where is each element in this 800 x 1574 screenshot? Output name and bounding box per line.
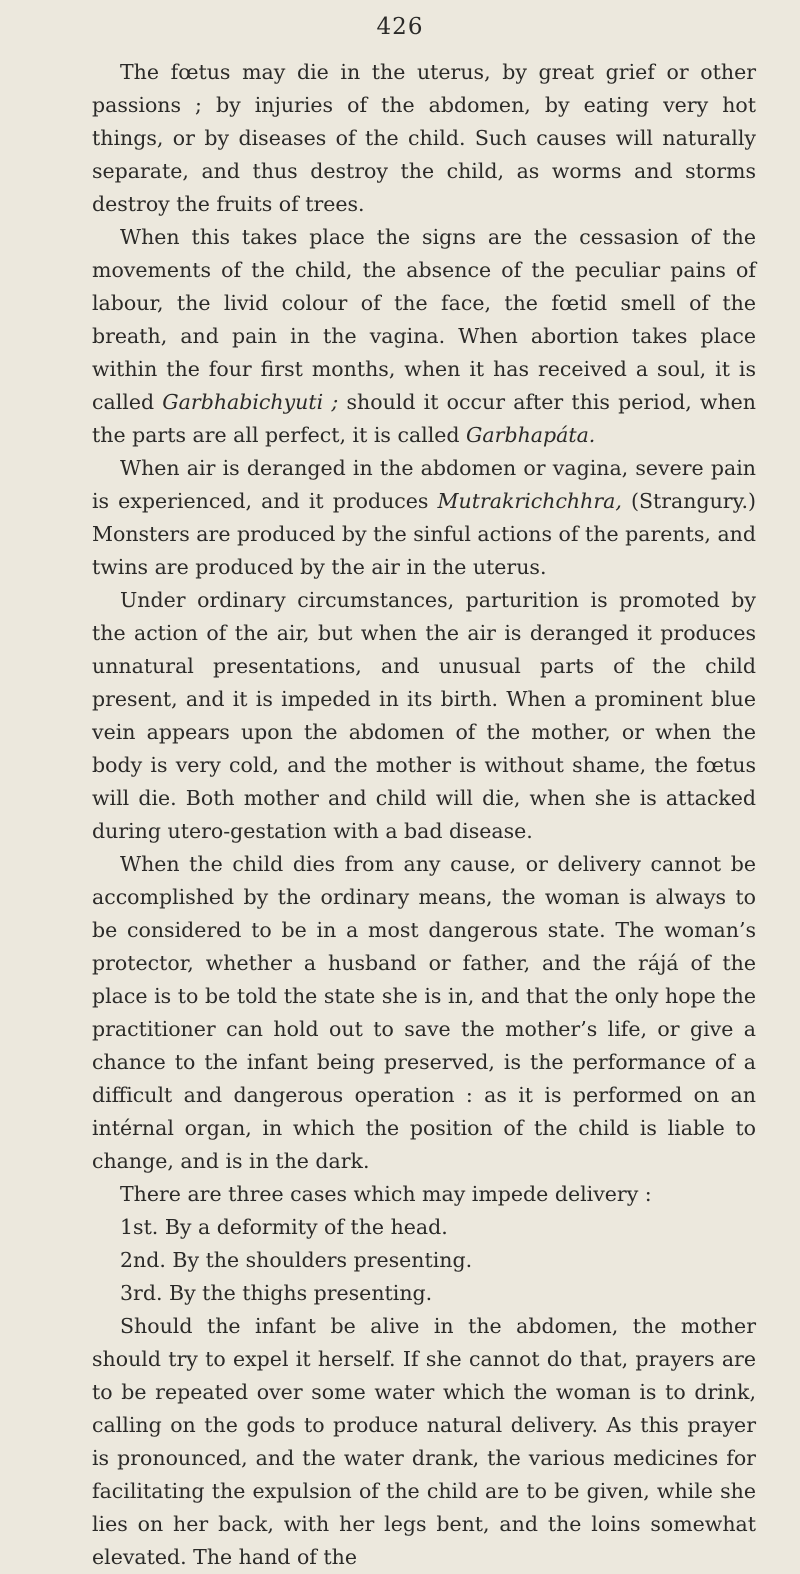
list-item: [92, 1277, 756, 1310]
paragraph: [92, 452, 756, 584]
text-run: Under ordinary circumstances, parturition is promoted by the action of the air, but when the air is deranged it produces unnatural presentations, and unusual parts of the child present, and it is impeded in its birth. When a prominent blue vein appears upon the abdomen of the mother, or when the body is very cold, and the mother is without shame, the fœtus will die. Both mother and child will die, when she is attacked during utero-gestation with a bad disease.: [92, 588, 756, 843]
body-text: [92, 56, 756, 1574]
text-run: When this takes place the signs are the cessasion of the movements of the child, the absence of the peculiar pains of labour, the livid colour of the face, the fœtid smell of the breath, and pain in the vagina. When abortion takes place within the four first months, when it has received a soul, it is called: [92, 225, 756, 414]
text-run: When the child dies from any cause, or delivery cannot be accomplished by the ordinary means, the woman is always to be considered to be in a most dangerous state. The woman’s protector, whether a husband or father, and the rájá of the place is to be told the state she is in, and that the only hope the practitioner can hold out to save the mother’s life, or give a chance to the infant being preserved, is the performance of a difficult and dangerous operation : as it is performed on an intérnal organ, in which the position of the child is liable to change, and is in the dark.: [92, 852, 756, 1173]
text-run: 2nd. By the shoulders presenting.: [120, 1248, 473, 1272]
list-item: [92, 1244, 756, 1277]
text-run: The fœtus may die in the uterus, by great grief or other passions ; by injuries of the abdomen, by eating very hot things, or by diseases of the child. Such causes will naturally separate, and thus destroy the child, as worms and storms destroy the fruits of trees.: [92, 60, 756, 216]
italic-term: Garbhapáta.: [466, 423, 596, 447]
text-run: Should the infant be alive in the abdomen, the mother should try to expel it herself. If she cannot do that, prayers are to be repeated over some water which the woman is to drink, calling on the gods to produce natural delivery. As this prayer is pronounced, and the water drank, the various medicines for facilitating the expulsion of the child are to be given, while she lies on her back, with her legs bent, and the loins somewhat elevated. The hand of the: [92, 1314, 756, 1569]
page-number: 426: [376, 14, 424, 40]
paragraph: [92, 848, 756, 1178]
list-item: [92, 1211, 756, 1244]
text-run: There are three cases which may impede delivery :: [120, 1182, 652, 1206]
paragraph: [92, 1178, 756, 1211]
italic-term: Garbhabichyuti ;: [162, 390, 339, 414]
italic-term: Mutrakrichchhra,: [437, 489, 622, 513]
paragraph: [92, 584, 756, 848]
paragraph: [92, 221, 756, 452]
paragraph: [92, 1310, 756, 1574]
text-run: 1st. By a deformity of the head.: [120, 1215, 448, 1239]
text-run: (Strangury.) Monsters are produced by the sinful actions of the parents, and twins are produced by the air in the uterus.: [92, 489, 756, 579]
text-run: should it occur after this period, when the parts are all perfect, it is called: [92, 390, 757, 447]
text-run: 3rd. By the thighs presenting.: [120, 1281, 433, 1305]
text-run: When air is deranged in the abdomen or vagina, severe pain is experienced, and it produces: [92, 456, 756, 513]
paragraph: [92, 56, 756, 221]
